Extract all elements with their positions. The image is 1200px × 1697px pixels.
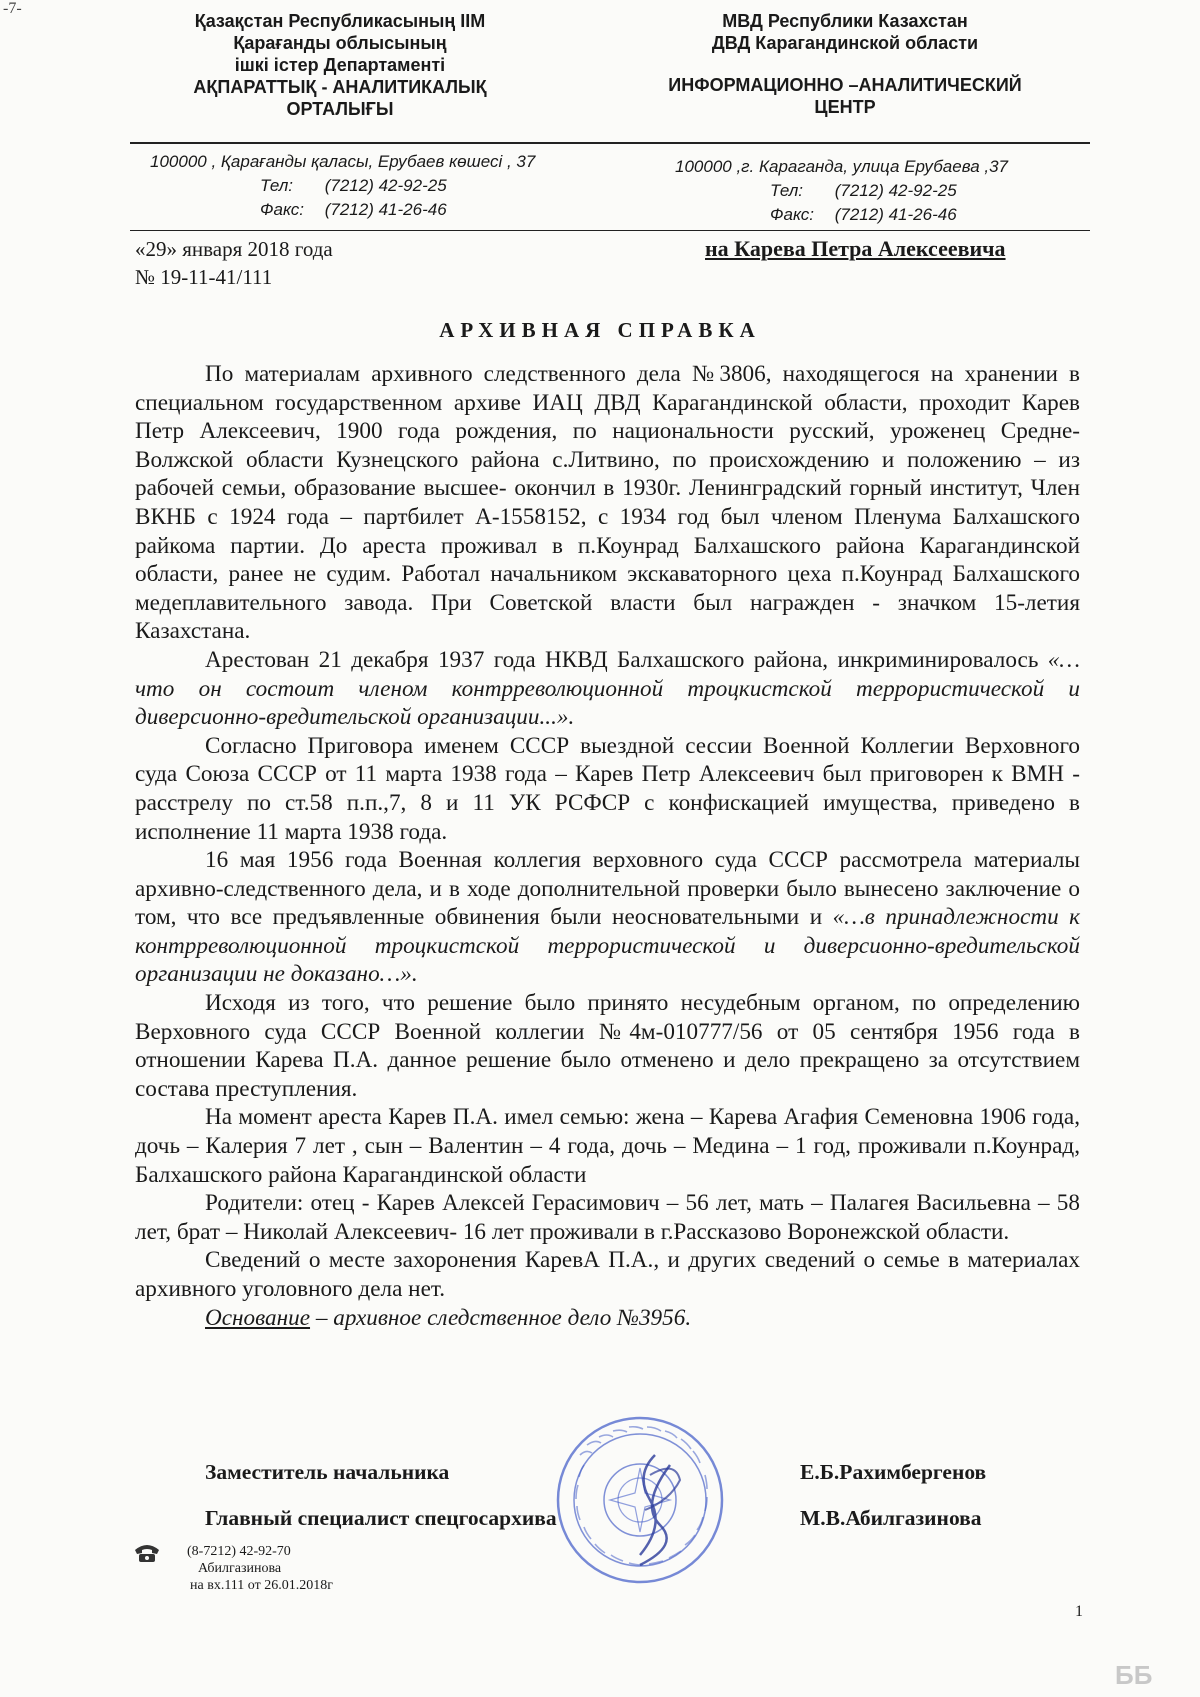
paragraph-4-quote: «…в принадлежности к контрреволюционной троцкистской террористической и диверсионно-вредительской организации не доказано…». xyxy=(135,904,1080,988)
address-right-tel xyxy=(675,179,1008,203)
header-rule-top xyxy=(130,142,1090,144)
document-title: АРХИВНАЯ СПРАВКА xyxy=(439,318,761,342)
addressee: на Карева Петра Алексеевича xyxy=(705,236,1006,261)
header-left-line2: Қарағанды облысының xyxy=(233,33,447,53)
address-russian xyxy=(675,155,1008,227)
paragraph-7: Родители: отец - Карев Алексей Герасимович – 56 лет, мать – Палагея Васильевна – 58 лет, брат – Николай Алексеевич- 16 лет проживали в г.Рассказово Воронежской области. xyxy=(135,1190,1080,1245)
header-right-line3: ИНФОРМАЦИОННО –АНАЛИТИЧЕСКИЙ xyxy=(668,75,1022,95)
header-right-line1: МВД Республики Казахстан xyxy=(722,11,968,31)
header-left-line4: АҚПАРАТТЫҚ - АНАЛИТИКАЛЫҚ xyxy=(193,77,487,97)
signature-name-deputy: Е.Б.Рахимбергенов xyxy=(800,1460,987,1484)
paragraph-8: Сведений о месте захоронения КаревА П.А., и других сведений о семье в материалах архивного уголовного дела нет. xyxy=(135,1247,1080,1302)
paragraph-2 xyxy=(135,646,1080,732)
executor-phone: (8-7212) 42-92-70 xyxy=(187,1544,291,1559)
signature-title-specialist: Главный специалист спецгосархива xyxy=(205,1506,557,1530)
paragraph-5: Исходя из того, что решение было принято несудебным органом, по определению Верховного суда СССР Военной коллегии №4м-010777/56 от 05 сентября 1956 года в отношении Карева П.А. данное решение было отменено и дело прекращено за отсутствием состава преступления. xyxy=(135,990,1080,1102)
address-left-tel xyxy=(150,174,535,198)
address-left-fax xyxy=(150,198,535,222)
header-russian xyxy=(630,10,1060,118)
address-left-street: 100000 , Қарағанды қаласы, Ерубаев көшесі , 37 xyxy=(150,152,536,171)
header-kazakh xyxy=(130,10,550,120)
header-rule-bottom xyxy=(130,230,1090,231)
basis-line xyxy=(135,1304,1080,1333)
paragraph-6: На момент ареста Карев П.А. имел семью: жена – Карева Агафия Семеновна 1906 года, дочь – Калерия 7 лет , сын – Валентин – 4 года, дочь – Медина – 1 год, проживали п.Коунрад, Балхашского района Карагандинской области xyxy=(135,1104,1080,1188)
telephone-icon xyxy=(132,1542,162,1564)
basis-text: – архивное следственное дело №3956. xyxy=(310,1304,692,1331)
header-right-line2: ДВД Карагандинской области xyxy=(711,33,979,53)
signature-title-deputy: Заместитель начальника xyxy=(205,1460,450,1484)
tel-value: (7212) 42-92-25 xyxy=(834,181,957,200)
header-left-line3: ішкі істер Департаменті xyxy=(234,55,446,75)
document-date: «29» января 2018 года xyxy=(135,237,333,261)
paragraph-4-text: 16 мая 1956 года Военная коллегия верховного суда СССР рассмотрела материалы архивно-следственного дела, и в ходе дополнительной проверки было вынесено заключение о том, что все предъявленные обвинения были неосновательными и xyxy=(135,847,1080,931)
header-right-line4: ЦЕНТР xyxy=(814,97,876,117)
header-left-line1: Қазақстан Республикасының ІІМ xyxy=(194,11,486,31)
header-left-line5: ОРТАЛЫҒЫ xyxy=(286,99,394,119)
address-right-fax xyxy=(675,203,1008,227)
incoming-reference: на вх.111 от 26.01.2018г xyxy=(190,1578,333,1593)
tel-value: (7212) 42-92-25 xyxy=(324,176,447,195)
date-number-block xyxy=(135,235,333,291)
official-stamp xyxy=(555,1415,725,1585)
paragraph-4 xyxy=(135,846,1080,989)
paragraph-2-quote: «…что он состоит членом контрреволюционной троцкистской террористической и диверсионно-вредительской организации...». xyxy=(135,646,1080,731)
paragraph-1: По материалам архивного следственного дела №3806, находящегося на хранении в специальном государственном архиве ИАЦ ДВД Карагандинской области, проходит Карев Петр Алексеевич, 1900 года рождения, по национальности русский, уроженец Средне-Волжской области Кузнецского района с.Литвино, по происхождению и положению – из рабочей семьи, образование высшее- окончил в 1930г. Ленинградский горный институт, Член ВКНБ с 1924 года – партбилет А-1558152, с 1934 год был членом Пленума Балхашского райкома партии. До ареста проживал в п.Коунрад Балхашского района Карагандинской области, ранее не судим. Работал начальником экскаваторного цеха п.Коунрад Балхашского медеплавительного завода. При Советской власти был награжден - значком 15-летия Казахстана. xyxy=(135,361,1080,645)
fax-value: (7212) 41-26-46 xyxy=(324,200,447,219)
fax-label: Факс: xyxy=(770,205,815,224)
document-number: № 19-11-41/111 xyxy=(135,265,273,289)
fax-value: (7212) 41-26-46 xyxy=(834,205,957,224)
scan-mark: -7- xyxy=(3,0,22,17)
signature-name-specialist: М.В.Абилгазинова xyxy=(800,1506,982,1530)
paragraph-2-text: Арестован 21 декабря 1937 года НКВД Балхашского района, инкриминировалось xyxy=(205,646,1048,673)
executor-contact xyxy=(165,1543,333,1594)
header-spacer xyxy=(630,54,1060,74)
watermark: ББ xyxy=(1115,1660,1153,1690)
fax-label: Факс: xyxy=(260,200,305,219)
tel-label: Тел: xyxy=(260,176,294,195)
basis-label: Основание xyxy=(205,1304,311,1331)
address-kazakh xyxy=(150,150,535,222)
document-body xyxy=(135,360,1080,1332)
address-right-street: 100000 ,г. Караганда, улица Ерубаева ,37 xyxy=(675,157,1009,176)
tel-label: Тел: xyxy=(770,181,804,200)
page-number: 1 xyxy=(1075,1603,1083,1620)
paragraph-3: Согласно Приговора именем СССР выездной сессии Военной Коллегии Верховного суда Союза СССР от 11 марта 1938 года – Карев Петр Алексеевич был приговорен к ВМН - расстрелу по ст.58 п.п.,7, 8 и 11 УК РСФСР с конфискацией имущества, приведено в исполнение 11 марта 1938 года. xyxy=(135,732,1080,845)
executor-name: Абилгазинова xyxy=(198,1561,282,1576)
